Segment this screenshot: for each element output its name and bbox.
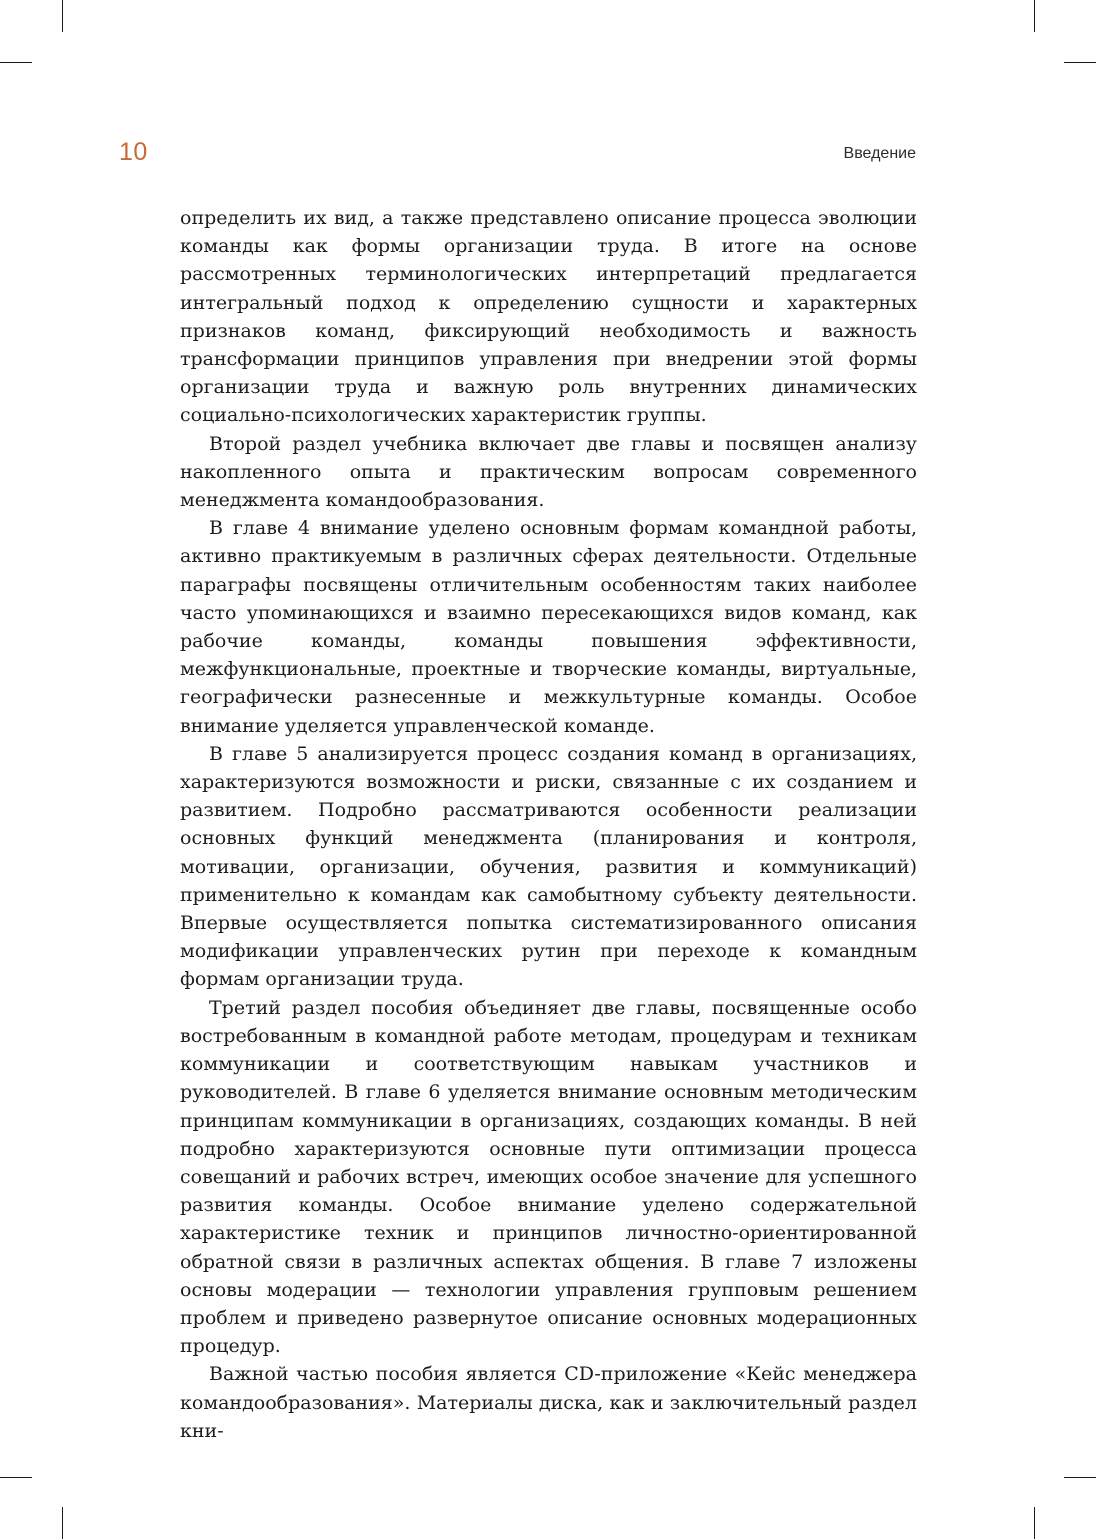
paragraph: определить их вид, а также представлено описание процесса эволюции команды как формы организации труда. В итоге на основе рассмотренных терминологических интерпретаций предлагается интегральный подход к определению сущности и характерных признаков команд, фиксирующий необходимость и важность трансформации принципов управления при внедрении этой формы организации труда и важную роль внутренних динамических социально-психологических характеристик группы.: [180, 207, 917, 427]
crop-mark-bottom-right-horizontal: [1064, 1477, 1096, 1478]
crop-mark-bottom-right-vertical: [1034, 1507, 1035, 1539]
running-head: Введение: [843, 145, 916, 162]
body-text: [180, 204, 917, 1445]
paragraph: В главе 4 внимание уделено основным формам командной работы, активно практикуемым в различных сферах деятельности. Отдельные параграфы посвящены отличительным особенностям таких наиболее часто упоминающихся и взаимно пересекающихся видов команд, как рабочие команды, команды повышения эффективности, межфункциональные, проектные и творческие команды, виртуальные, географически разнесенные и межкультурные команды. Особое внимание уделяется управленческой команде.: [180, 517, 917, 737]
paragraph: Важной частью пособия является CD-приложение «Кейс менеджера командообразования». Материалы диска, как и заключительный раздел кни-: [180, 1363, 917, 1442]
page-number: 10: [119, 138, 148, 166]
paragraph: Третий раздел пособия объединяет две главы, посвященные особо востребованным в командной работе методам, процедурам и техникам коммуникации и соответствующим навыкам участников и руководителей. В главе 6 уделяется внимание основным методическим принципам коммуникации в организациях, создающих команды. В ней подробно характеризуются основные пути оптимизации процесса совещаний и рабочих встреч, имеющих особое значение для успешного развития команды. Особое внимание уделено содержательной характеристике техник и принципов личностно-ориентированной обратной связи в различных аспектах общения. В главе 7 изложены основы модерации — технологии управления групповым решением проблем и приведено развернутое описание основных модерационных процедур.: [180, 996, 917, 1358]
paragraph: Второй раздел учебника включает две главы и посвящен анализу накопленного опыта и практическим вопросам современного менеджмента командообразования.: [180, 432, 917, 512]
crop-mark-top-left-horizontal: [0, 62, 32, 63]
crop-mark-top-left-vertical: [62, 0, 63, 32]
crop-mark-top-right-vertical: [1034, 0, 1035, 32]
crop-mark-top-right-horizontal: [1064, 62, 1096, 63]
paragraph: В главе 5 анализируется процесс создания команд в организациях, характеризуются возможности и риски, связанные с их созданием и развитием. Подробно рассматриваются особенности реализации основных функций менеджмента (планирования и контроля, мотивации, организации, обучения, развития и коммуникаций) применительно к командам как самобытному субъекту деятельности. Впервые осуществляется попытка систематизированного описания модификации управленческих рутин при переходе к командным формам организации труда.: [180, 742, 917, 991]
crop-mark-bottom-left-vertical: [62, 1507, 63, 1539]
crop-mark-bottom-left-horizontal: [0, 1477, 32, 1478]
